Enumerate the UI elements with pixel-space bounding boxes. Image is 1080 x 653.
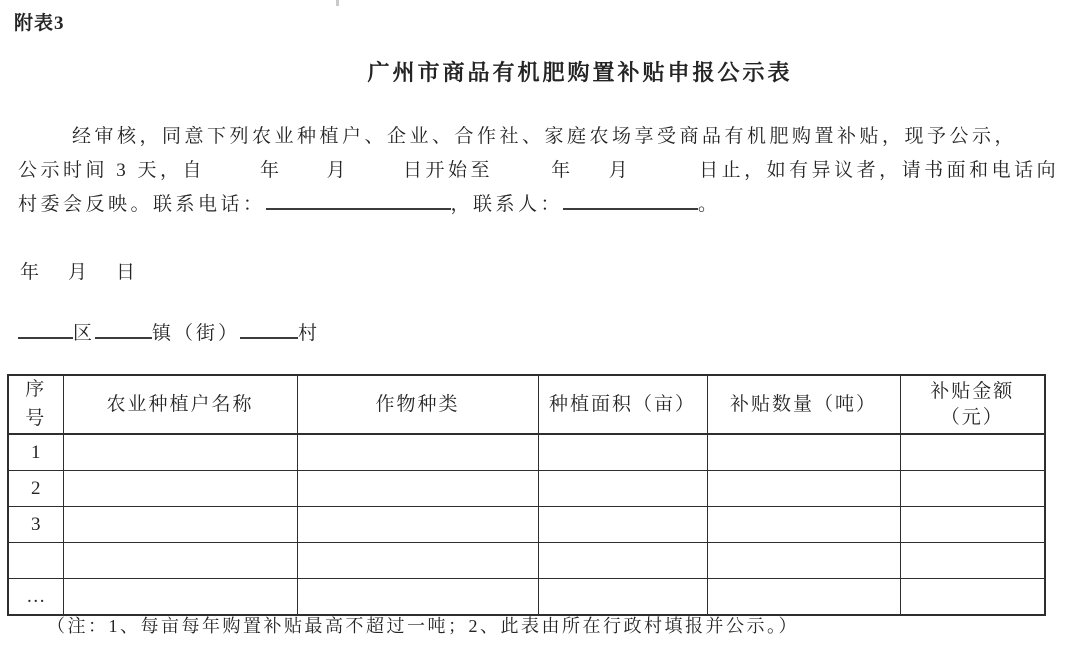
- col-header-index: 序号: [8, 375, 63, 434]
- table-cell: [63, 579, 297, 616]
- form-title: 广州市商品有机肥购置补贴申报公示表: [367, 60, 793, 85]
- village-blank-underline: [240, 318, 298, 339]
- notice-text-start: 公示时间 3 天，自: [18, 160, 206, 181]
- col-header-planting-area: 种植面积（亩）: [538, 375, 707, 434]
- col-header-farmer-name: 农业种植户名称: [63, 375, 297, 434]
- table-cell: [900, 471, 1045, 507]
- table-cell: [707, 471, 900, 507]
- row-index-cell: 2: [8, 471, 63, 507]
- table-cell: [538, 543, 707, 579]
- table-cell: [297, 434, 538, 471]
- attachment-label: 附表3: [14, 13, 65, 34]
- location-line: [18, 318, 320, 347]
- table-cell: [707, 543, 900, 579]
- row-index-cell: 1: [8, 434, 63, 471]
- day-label: 日: [116, 262, 137, 283]
- table-cell: [63, 434, 297, 471]
- end-year-label: 年: [551, 160, 574, 181]
- notice-line-2: [18, 154, 1070, 188]
- table-cell: [297, 579, 538, 616]
- footnote: （注：1、每亩每年购置补贴最高不超过一吨；2、此表由所在行政村填报并公示。）: [47, 616, 799, 636]
- table-cell: [900, 543, 1045, 579]
- town-blank-underline: [95, 318, 152, 339]
- table-cell: [297, 507, 538, 543]
- table-cell: [538, 579, 707, 616]
- contact-blank-underline: [563, 189, 698, 210]
- table-cell: [900, 507, 1045, 543]
- end-day-label: 日止，如有异议者，请书面和电话向: [699, 160, 1060, 181]
- row-index-cell: 3: [8, 507, 63, 543]
- start-month-label: 月: [326, 160, 350, 181]
- district-label: 区: [73, 323, 96, 344]
- row-index-cell: [8, 543, 63, 579]
- table-cell: [538, 434, 707, 471]
- notice-line-1: 经审核，同意下列农业种植户、企业、合作社、家庭农场享受商品有机肥购置补贴，现予公示，: [72, 126, 1018, 147]
- notice-paragraph: [18, 120, 1070, 222]
- phone-blank-underline: [266, 189, 451, 210]
- table-row: [8, 507, 1045, 543]
- district-blank-underline: [18, 318, 73, 339]
- col-header-crop-type: 作物种类: [297, 375, 538, 434]
- period-mark: 。: [698, 194, 721, 215]
- table-row: [8, 434, 1045, 471]
- table-cell: [63, 543, 297, 579]
- contact-label: 联系人：: [473, 194, 564, 215]
- table-cell: [63, 471, 297, 507]
- row-index-cell: …: [8, 579, 63, 616]
- start-year-label: 年: [260, 160, 283, 181]
- subsidy-table: [7, 374, 1046, 616]
- notice-line-3: [18, 188, 1070, 222]
- table-cell: [707, 579, 900, 616]
- scan-artifact: [336, 0, 339, 6]
- table-cell: [707, 434, 900, 471]
- town-label: 镇（街）: [152, 323, 241, 344]
- col-header-subsidy-amount: 补贴金额（元）: [900, 375, 1045, 434]
- phone-label: 村委会反映。联系电话：: [18, 194, 266, 215]
- table-cell: [297, 471, 538, 507]
- table-row: [8, 543, 1045, 579]
- table-cell: [538, 471, 707, 507]
- table-cell: [297, 543, 538, 579]
- start-day-label: 日开始至: [403, 160, 494, 181]
- date-line: [20, 257, 136, 284]
- comma-separator: ，: [450, 194, 474, 215]
- table-row: [8, 471, 1045, 507]
- table-header-row: [8, 375, 1045, 434]
- table-cell: [707, 507, 900, 543]
- col-header-subsidy-quantity: 补贴数量（吨）: [707, 375, 900, 434]
- table-cell: [538, 507, 707, 543]
- end-month-label: 月: [608, 160, 632, 181]
- village-label: 村: [298, 323, 321, 344]
- table-cell: [63, 507, 297, 543]
- table-cell: [900, 579, 1045, 616]
- year-label: 年: [20, 262, 41, 283]
- month-label: 月: [68, 262, 89, 283]
- table-cell: [900, 434, 1045, 471]
- table-row: [8, 579, 1045, 616]
